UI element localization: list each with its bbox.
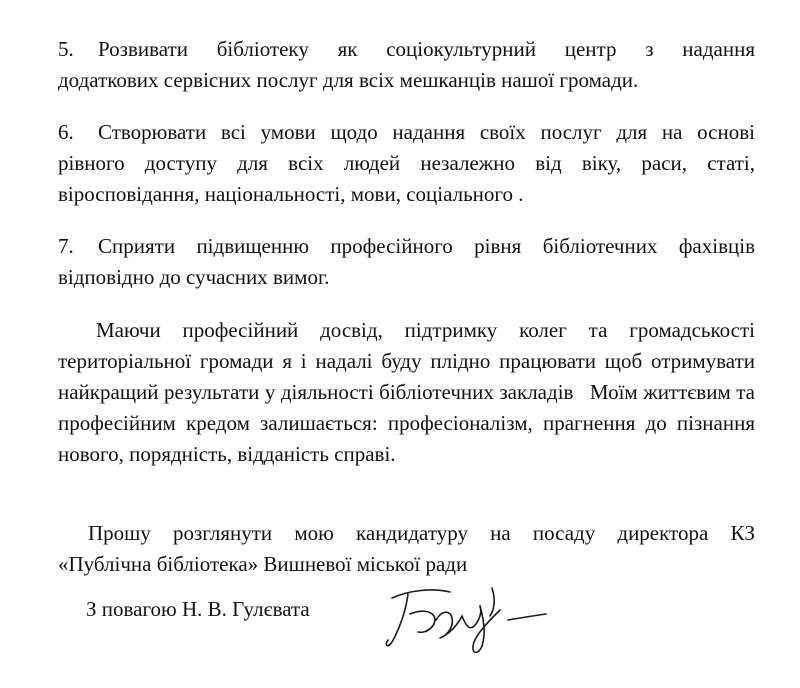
list-item-5-line-2: додаткових сервісних послуг для всіх мешканців нашої громади.	[58, 68, 639, 92]
closing-paragraph-line-5: нового, порядність, відданість справі.	[58, 442, 396, 466]
list-item-5-line-1	[58, 34, 755, 65]
list-item-text: Сприяти підвищенню професійного рівня бібліотечних фахівців	[98, 234, 755, 258]
request-paragraph	[58, 518, 755, 580]
list-item-7-line-2: відповідно до сучасних вимог.	[58, 265, 330, 289]
list-item-7-line-1	[58, 231, 755, 262]
list-item-number: 7.	[58, 234, 74, 258]
list-item-6-line-3: віросповідання, національності, мови, соціального .	[58, 182, 524, 206]
list-item-6	[58, 117, 755, 210]
list-item-text: Розвивати бібліотеку як соціокультурний центр з надання	[98, 37, 755, 61]
list-item-number: 6.	[58, 120, 74, 144]
sign-off: З повагою Н. В. Гулєвата	[86, 597, 310, 621]
closing-paragraph-line-2: територіальної громади я і надалі буду плідно працювати щоб отримувати	[58, 349, 755, 373]
closing-paragraph-line-4: професійним кредом залишається: професіоналізм, прагнення до пізнання	[58, 411, 755, 435]
closing-paragraph	[58, 315, 755, 470]
request-paragraph-line-2: «Публічна бібліотека» Вишневої міської ради	[58, 552, 468, 576]
list-item-6-line-1	[58, 117, 755, 148]
closing-paragraph-line-3: найкращий результати у діяльності бібліотечних закладів Моїм життєвим та	[58, 380, 755, 404]
list-item-6-line-2: рівного доступу для всіх людей незалежно від віку, раси, статі,	[58, 151, 755, 175]
list-item-text: Створювати всі умови щодо надання своїх послуг для на основі	[98, 120, 755, 144]
list-item-number: 5.	[58, 37, 74, 61]
list-item-5	[58, 34, 755, 96]
list-item-7	[58, 231, 755, 293]
closing-paragraph-line-1: Маючи професійний досвід, підтримку колег та громадськості	[96, 318, 755, 342]
handwritten-signature	[380, 580, 555, 660]
request-paragraph-line-1: Прошу розглянути мою кандидатуру на посаду директора КЗ	[88, 521, 755, 545]
